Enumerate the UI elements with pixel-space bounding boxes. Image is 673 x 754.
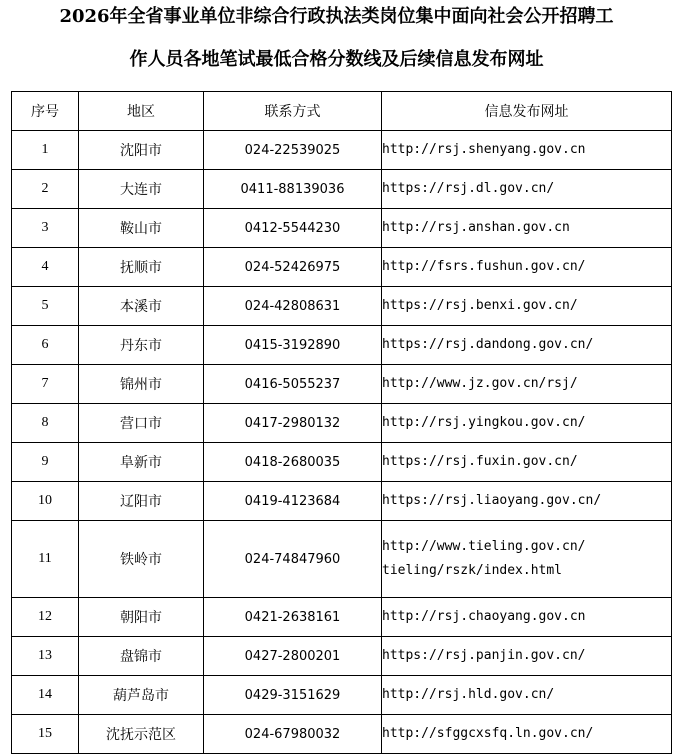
table-row [12,598,672,637]
row-website [382,676,672,715]
row-area: 沈阳市 [79,131,204,170]
row-website [382,598,672,637]
row-serial-number: 3 [12,209,79,248]
table-row [12,521,672,598]
row-area: 葫芦岛市 [79,676,204,715]
row-serial-number: 13 [12,637,79,676]
website-url-text: http://rsj.shenyang.gov.cn [382,142,586,157]
row-area: 丹东市 [79,326,204,365]
row-contact-phone: 0412-5544230 [204,209,382,248]
website-url-text: http://rsj.chaoyang.gov.cn [382,609,586,624]
website-url-text: http://fsrs.fushun.gov.cn/ [382,259,586,274]
row-website [382,170,672,209]
row-website [382,131,672,170]
row-serial-number: 9 [12,443,79,482]
table-row [12,637,672,676]
row-serial-number: 8 [12,404,79,443]
row-contact-phone: 0411-88139036 [204,170,382,209]
row-contact-phone: 024-22539025 [204,131,382,170]
row-website [382,404,672,443]
table-row [12,248,672,287]
website-url-text: http://www.jz.gov.cn/rsj/ [382,376,578,391]
table-row [12,715,672,754]
table-row [12,170,672,209]
table-row [12,676,672,715]
row-contact-phone: 0418-2680035 [204,443,382,482]
website-url-text: https://rsj.dandong.gov.cn/ [382,337,594,352]
website-url-text: https://rsj.panjin.gov.cn/ [382,648,586,663]
row-contact-phone: 0419-4123684 [204,482,382,521]
website-url-text: https://rsj.liaoyang.gov.cn/ [382,493,602,508]
website-url-text: tieling/rszk/index.html [382,563,563,578]
row-area: 沈抚示范区 [79,715,204,754]
row-contact-phone: 0416-5055237 [204,365,382,404]
row-area: 辽阳市 [79,482,204,521]
header-serial-number: 序号 [12,92,79,131]
row-website [382,521,672,598]
row-contact-phone: 0429-3151629 [204,676,382,715]
header-website: 信息发布网址 [382,92,672,131]
row-area: 营口市 [79,404,204,443]
document-title-line-1: 2026年全省事业单位非综合行政执法类岗位集中面向社会公开招聘工 [59,6,614,27]
table-row [12,326,672,365]
row-area: 锦州市 [79,365,204,404]
row-area: 抚顺市 [79,248,204,287]
row-website [382,443,672,482]
row-contact-phone: 0421-2638161 [204,598,382,637]
row-website [382,715,672,754]
recruitment-info-table [11,91,672,754]
row-serial-number: 14 [12,676,79,715]
website-url-text: https://rsj.dl.gov.cn/ [382,181,555,196]
row-serial-number: 12 [12,598,79,637]
table-row [12,443,672,482]
table-row [12,404,672,443]
row-area: 铁岭市 [79,521,204,598]
header-row [12,92,672,131]
website-url-text: http://www.tieling.gov.cn/ [382,539,586,554]
website-url-text: http://rsj.yingkou.gov.cn/ [382,415,586,430]
header-contact: 联系方式 [204,92,382,131]
row-contact-phone: 024-42808631 [204,287,382,326]
row-area: 盘锦市 [79,637,204,676]
row-website [382,482,672,521]
row-website [382,365,672,404]
row-area: 鞍山市 [79,209,204,248]
website-url-text: http://sfggcxsfq.ln.gov.cn/ [382,726,594,741]
website-url-text: https://rsj.fuxin.gov.cn/ [382,454,578,469]
table-body [12,131,672,754]
row-serial-number: 6 [12,326,79,365]
row-serial-number: 2 [12,170,79,209]
row-area: 朝阳市 [79,598,204,637]
website-url-text: http://rsj.hld.gov.cn/ [382,687,555,702]
row-area: 大连市 [79,170,204,209]
row-serial-number: 4 [12,248,79,287]
row-contact-phone: 0417-2980132 [204,404,382,443]
website-url-text: http://rsj.anshan.gov.cn [382,220,570,235]
row-contact-phone: 024-67980032 [204,715,382,754]
row-contact-phone: 0427-2800201 [204,637,382,676]
website-url-text: https://rsj.benxi.gov.cn/ [382,298,578,313]
row-area: 本溪市 [79,287,204,326]
table-row [12,287,672,326]
row-area: 阜新市 [79,443,204,482]
row-website [382,326,672,365]
row-serial-number: 11 [12,521,79,598]
header-area: 地区 [79,92,204,131]
table-row [12,482,672,521]
table-row [12,209,672,248]
table-header [12,92,672,131]
row-serial-number: 1 [12,131,79,170]
document-title-line-2: 作人员各地笔试最低合格分数线及后续信息发布网址 [129,49,544,70]
row-serial-number: 7 [12,365,79,404]
row-serial-number: 5 [12,287,79,326]
row-website [382,209,672,248]
table-row [12,131,672,170]
table-row [12,365,672,404]
row-website [382,248,672,287]
row-serial-number: 15 [12,715,79,754]
row-serial-number: 10 [12,482,79,521]
row-website [382,637,672,676]
row-website [382,287,672,326]
row-contact-phone: 0415-3192890 [204,326,382,365]
row-contact-phone: 024-52426975 [204,248,382,287]
row-contact-phone: 024-74847960 [204,521,382,598]
